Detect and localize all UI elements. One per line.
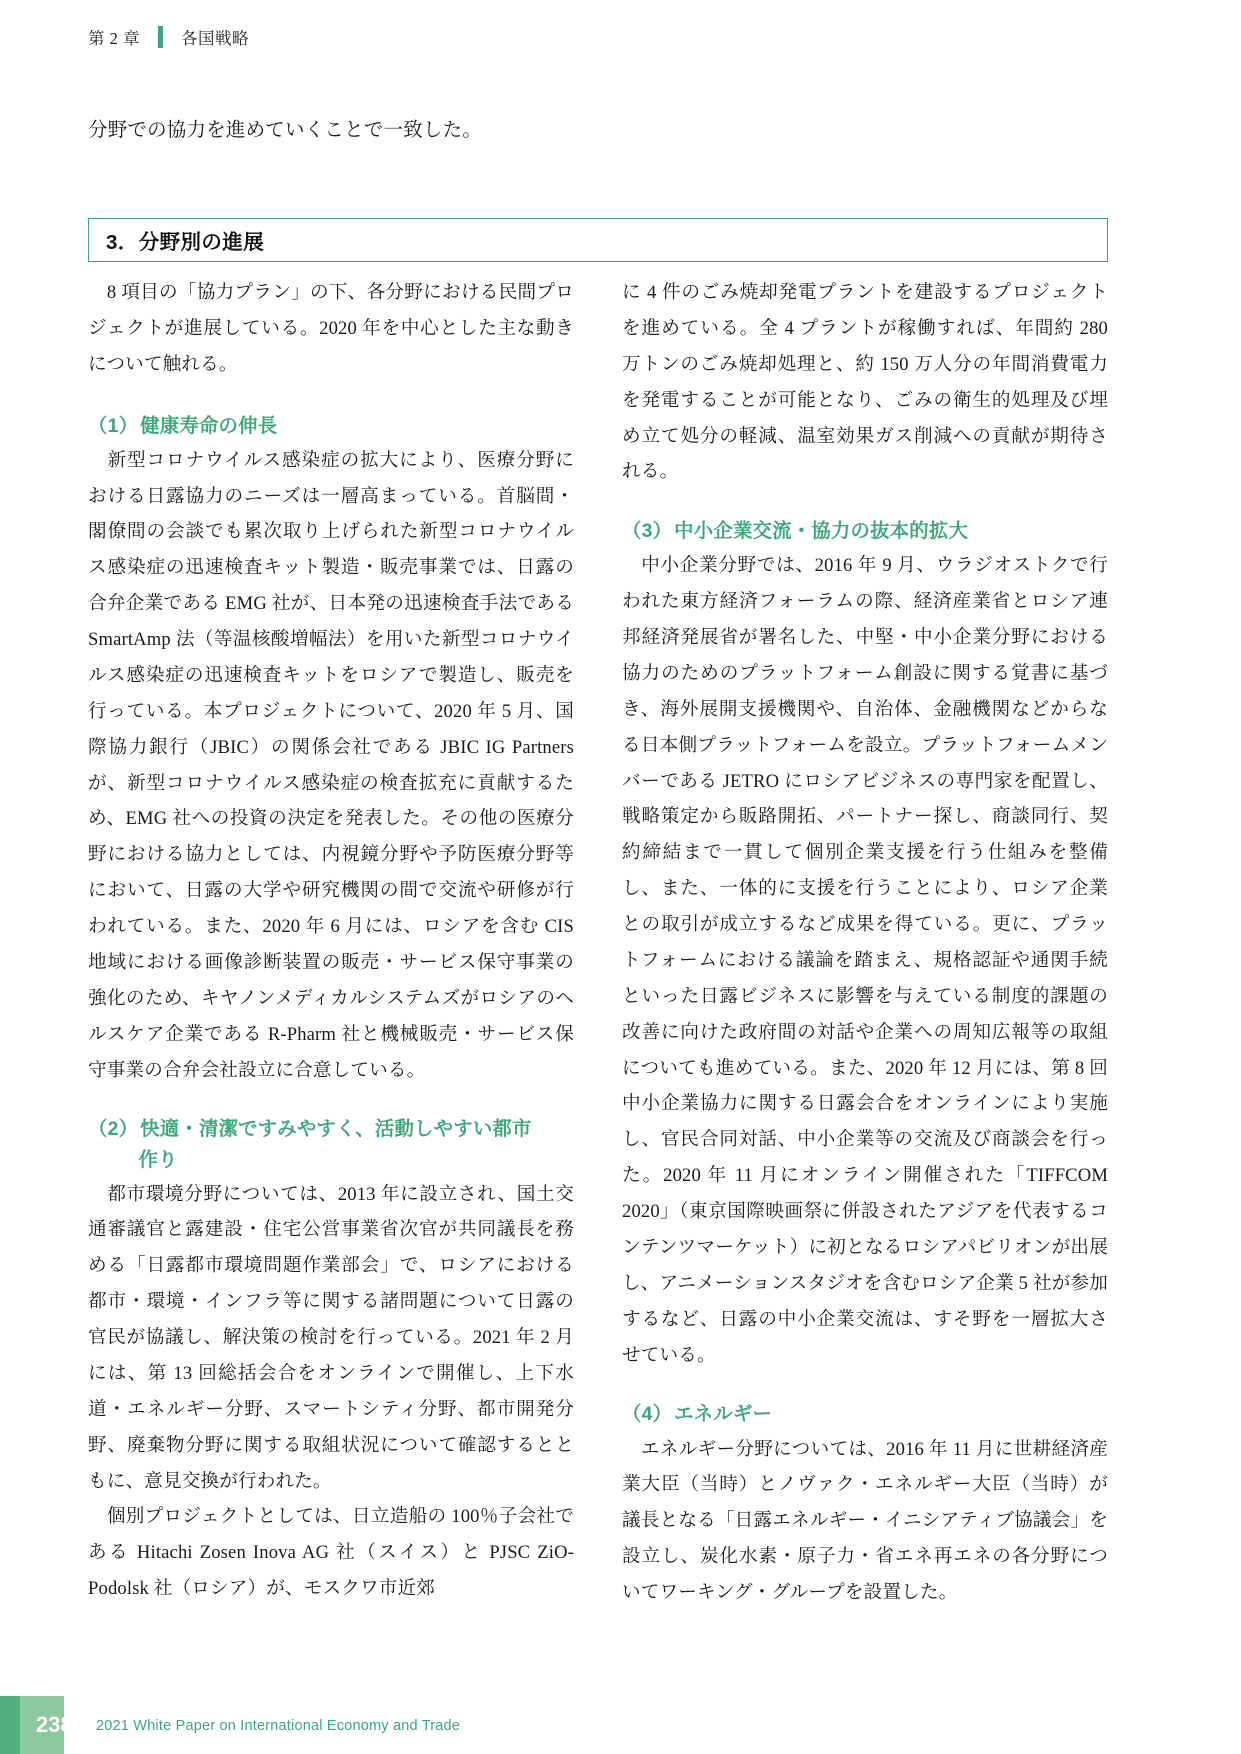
page-footer xyxy=(0,1696,1241,1754)
subsection-heading-4 xyxy=(622,1399,1108,1429)
subsection-3-paragraph: 中小企業分野では、2016 年 9 月、ウラジオストクで行われた東方経済フォーラムの際、経済産業省とロシア連邦経済発展省が署名した、中堅・中小企業分野における協力のためのプラットフォーム創設に関する覚書に基づき、海外展開支援機関や、自治体、金融機関などからなる日本側プラットフォームを設立。プラットフォームメンバーである JETRO にロシアビジネスの専門家を配置し、戦略策定から販路開拓、パートナー探し、商談同行、契約締結まで一貫して個別企業支援を行う仕組みを整備し、また、一体的に支援を行うことにより、ロシア企業との取引が成立するなど成果を得ている。更に、プラットフォームにおける議論を踏まえ、規格認証や通関手続といった日露ビジネスに影響を与えている制度的課題の改善に向けた政府間の対話や企業への周知広報等の取組についても進めている。また、2020 年 12 月には、第 8 回中小企業協力に関する日露会合をオンラインにより実施し、官民合同対話、中小企業等の交流及び商談会を行った。2020 年 11 月にオンライン開催された「TIFFCOM 2020」（東京国際映画祭に併設されたアジアを代表するコンテンツマーケット）に初となるロシアパビリオンが出展し、アニメーションスタジオを含むロシア企業 5 社が参加するなど、日露の中小企業交流は、すそ野を一層拡大させている。 xyxy=(622,555,1108,1366)
left-intro-paragraph: 8 項目の「協力プラン」の下、各分野における民間プロジェクトが進展している。2020 年を中心とした主な動きについて触れる。 xyxy=(88,282,574,375)
section-heading-box xyxy=(88,218,1108,262)
footer-title-text: 2021 White Paper on International Economy and Trade xyxy=(96,1718,461,1734)
subsection-heading-1 xyxy=(88,411,574,441)
left-column xyxy=(88,275,574,1611)
right-column xyxy=(622,275,1108,1611)
subsection-2-paragraph-2: 個別プロジェクトとしては、日立造船の 100％子会社である Hitachi Zosen Inova AG 社（スイス）と PJSC ZiO-Podolsk 社（ロシア）が、モスクワ市近郊 xyxy=(88,1506,574,1600)
subsection-2-title-continued: 作り xyxy=(138,1148,178,1171)
subsection-3-number: （3） xyxy=(622,520,673,543)
subsection-heading-3 xyxy=(622,516,1108,546)
chapter-divider-bar xyxy=(158,26,163,48)
page-header xyxy=(88,24,249,50)
subsection-2-paragraph-1: 都市環境分野については、2013 年に設立され、国土交通審議官と露建設・住宅公営事業省次官が共同議長を務める「日露都市環境問題作業部会」で、ロシアにおける都市・環境・インフラ等に関する諸問題について日露の官民が協議し、解決策の検討を行っている。2021 年 2 月には、第 13 回総括会合をオンラインで開催し、上下水道・エネルギー分野、スマートシティ分野、都市開発分野、廃棄物分野に関する取組状況について確認するとともに、意見交換が行われた。 xyxy=(88,1183,574,1492)
subsection-1-title: 健康寿命の伸長 xyxy=(140,414,278,437)
right-continued-paragraph: に 4 件のごみ焼却発電プラントを建設するプロジェクトを進めている。全 4 プラントが稼働すれば、年間約 280 万トンのごみ焼却処理と、約 150 万人分の年間消費電力を発電することが可能となり、ごみの衛生的処理及び埋め立て処分の軽減、温室効果ガス削減への貢献が期待される。 xyxy=(622,282,1108,483)
subsection-1-paragraph: 新型コロナウイルス感染症の拡大により、医療分野における日露協力のニーズは一層高まっている。首脳間・閣僚間の会談でも累次取り上げられた新型コロナウイルス感染症の迅速検査キット製造・販売事業では、日露の合弁企業である EMG 社が、日本発の迅速検査手法である SmartAmp 法（等温核酸増幅法）を用いた新型コロナウイルス感染症の迅速検査キットをロシアで製造し、販売を行っている。本プロジェクトについて、2020 年 5 月、国際協力銀行（JBIC）の関係会社である JBIC IG Partners が、新型コロナウイルス感染症の検査拡充に貢献するため、EMG 社への投資の決定を発表した。その他の医療分野における協力としては、内視鏡分野や予防医療分野等において、日露の大学や研究機関の間で交流や研修が行われている。また、2020 年 6 月には、ロシアを含む CIS 地域における画像診断装置の販売・サービス保守事業の強化のため、キヤノンメディカルシステムズがロシアのヘルスケア企業である R-Pharm 社と機械販売・サービス保守事業の合弁会社設立に合意している。 xyxy=(88,449,574,1081)
subsection-2-number: （2） xyxy=(88,1118,139,1141)
subsection-4-paragraph: エネルギー分野については、2016 年 11 月に世耕経済産業大臣（当時）とノヴァク・エネルギー大臣（当時）が議長となる「日露エネルギー・イニシアティブ協議会」を設立し、炭化水素・原子力・省エネ再エネの各分野についてワーキング・グループを設置した。 xyxy=(622,1438,1108,1604)
subsection-3-title: 中小企業交流・協力の抜本的拡大 xyxy=(674,520,969,543)
subsection-4-title: エネルギー xyxy=(674,1403,773,1426)
subsection-1-number: （1） xyxy=(88,414,139,437)
footer-accent-edge xyxy=(0,1696,20,1754)
subsection-4-number: （4） xyxy=(622,1403,673,1426)
chapter-label: 第 2 章 xyxy=(88,29,140,48)
page-number: 238 xyxy=(36,1712,73,1737)
subsection-heading-2 xyxy=(88,1114,574,1174)
body-columns xyxy=(88,275,1108,1611)
subsection-2-title: 快適・清潔ですみやすく、活動しやすい都市 xyxy=(140,1118,532,1141)
section-heading-text: 3．分野別の進展 xyxy=(106,231,265,254)
lead-paragraph: 分野での協力を進めていくことで一致した。 xyxy=(88,120,483,141)
chapter-title: 各国戦略 xyxy=(181,29,249,48)
